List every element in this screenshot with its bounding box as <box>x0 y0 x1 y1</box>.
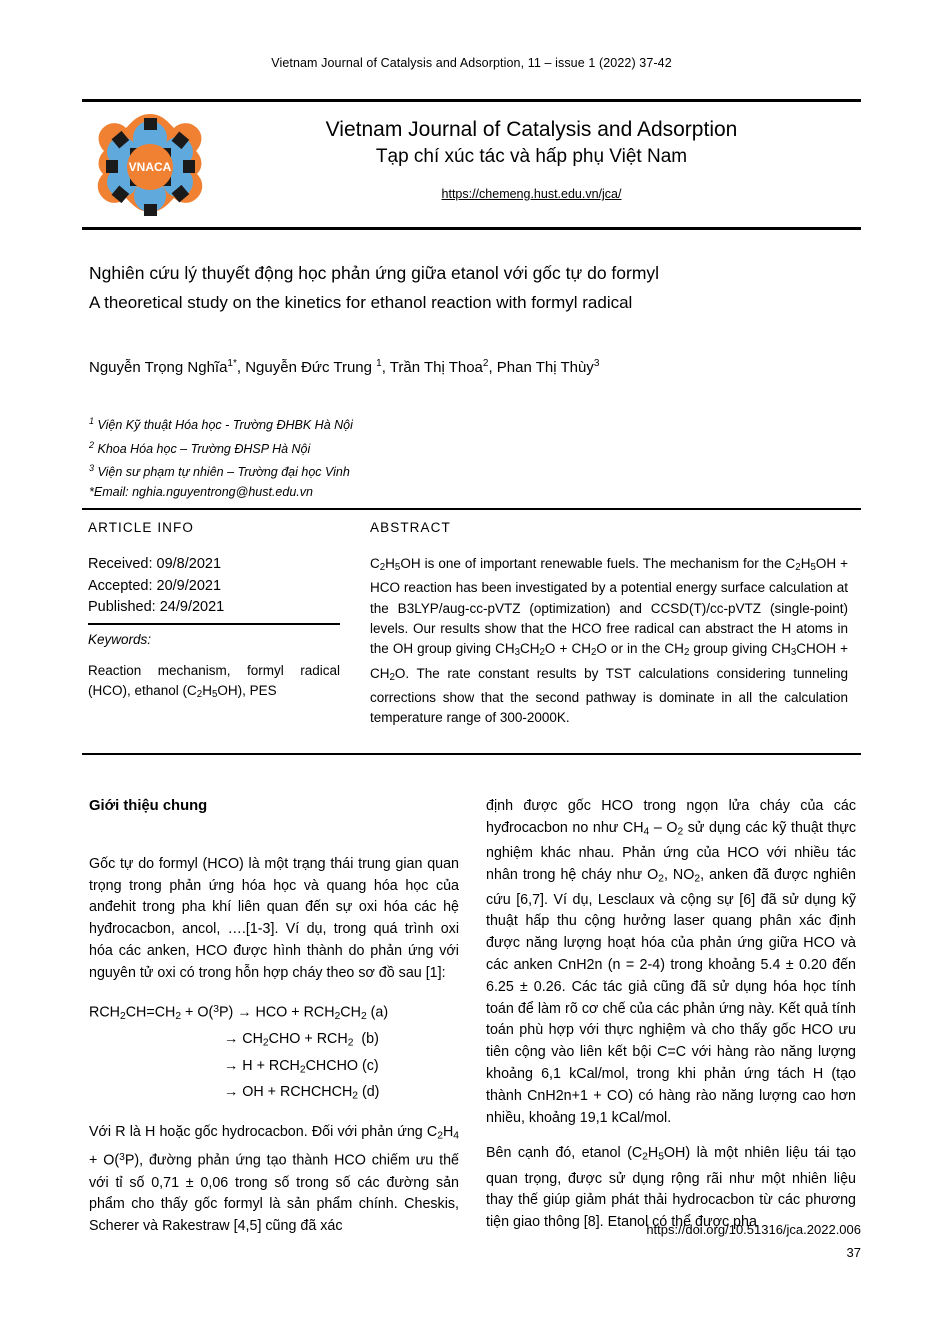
article-dates <box>88 554 350 619</box>
keywords-text: Reaction mechanism, formyl radical (HCO), ethanol $(C_2H_5OH)$, PES <box>88 662 340 700</box>
article-title-en: A theoretical study on the kinetics for ethanol reaction with formyl radical <box>89 293 633 312</box>
reaction-equation-c: → $H + RCH_2CHCHO$ (c) <box>224 1057 379 1075</box>
section-heading-intro: Giới thiệu chung <box>89 798 208 814</box>
abstract-text: $C_2H_5OH$ is one of important renewable fuels. The mechanism for the $C_2H_5OH$ + HCO reaction has been investigated by a potential energy surface calculation at the B3LYP/aug-cc-pVTZ (optimization) and CCSD(T)/cc-pVTZ (single-point) levels. Our results show that the HCO free radical can abstract the H atoms in the OH group giving $CH_3CH_2O + CH_2O$ or in the $CH_2$ group giving $CH_3CHOH + CH_2O$. The rate constant results by TST calculations considering tunneling corrections show that the second pathway is dominate in all the calculation temperature range of 300-2000K. <box>370 556 848 726</box>
accepted-date: Accepted: 20/9/2021 <box>88 577 222 594</box>
article-info-label: ARTICLE INFO <box>88 520 194 535</box>
doi-link[interactable]: https://doi.org/10.51316/jca.2022.006 <box>646 1222 861 1237</box>
body-paragraph: Gốc tự do formyl (HCO) là một trạng thái trung gian quan trọng trong phản ứng hóa học và quang hóa học của anđehit trong pha khí liên quan đến sự oxi hóa các hệ hyđrocacbon, ancol, ….[1-3]. Ví dụ, trong quá trình oxi hóa các anken, HCO được hình thành do phản ứng với nguyên tử oxi có trong hỗn hợp cháy theo sơ đồ sau [1]: <box>89 855 459 981</box>
reaction-equation-b: → $CH_2CHO + RCH_2$ (b) <box>224 1030 379 1049</box>
vnaca-logo-text: VNACA <box>128 160 172 174</box>
body-column-left <box>89 796 459 1252</box>
article-title-block <box>89 258 859 318</box>
corresponding-email[interactable]: *Email: nghia.nguyentrong@hust.edu.vn <box>89 484 313 499</box>
article-info-column <box>88 520 350 705</box>
masthead-text <box>212 116 851 201</box>
affiliation-2: $^2$ Khoa Hóa học – Trường ĐHSP Hà Nội <box>89 439 311 456</box>
vnaca-logo <box>94 112 206 220</box>
journal-masthead <box>82 99 861 230</box>
journal-url-link[interactable]: https://chemeng.hust.edu.vn/jca/ <box>441 187 622 201</box>
affiliation-list <box>89 412 589 502</box>
author-list: Nguyễn Trọng Nghĩa$^{1*}$, Nguyễn Đức Trung $^1$, Trần Thị Thoa$^2$, Phan Thị Thùy$^3$ <box>89 358 600 376</box>
reaction-equation-d: → OH + $RCHCHCH_2$ (d) <box>224 1084 380 1102</box>
article-title-vi: Nghiên cứu lý thuyết động học phản ứng giữa etanol với gốc tự do formyl <box>89 263 660 283</box>
affiliation-3: $^3$ Viện sư phạm tự nhiên – Trường đại học Vinh <box>89 463 350 480</box>
journal-title-vi: Tạp chí xúc tác và hấp phụ Việt Nam <box>375 146 688 167</box>
published-date: Published: 24/9/2021 <box>88 599 225 615</box>
reaction-scheme <box>89 999 459 1109</box>
body-paragraph: Bên cạnh đó, etanol $(C_2H_5OH)$ là một nhiên liệu tái tạo quan trọng, được sử dụng rộng rãi như một nhiên liệu thay thế giúp giảm phát thải hydrocacbon từ các phương tiện giao thông [8]. Etanol có thể được pha <box>486 1145 856 1231</box>
affiliation-1: $^1$ Viện Kỹ thuật Hóa học - Trường ĐHBK Hà Nội <box>89 416 353 433</box>
abstract-label: ABSTRACT <box>370 520 451 535</box>
page-number: 37 <box>846 1245 861 1260</box>
keywords-label: Keywords: <box>88 631 152 647</box>
received-date: Received: 09/8/2021 <box>88 556 222 572</box>
journal-title-en: Vietnam Journal of Catalysis and Adsorption <box>325 118 738 141</box>
keywords-divider <box>88 623 340 625</box>
running-head: Vietnam Journal of Catalysis and Adsorption, 11 – issue 1 (2022) 37-42 <box>271 56 672 70</box>
body-paragraph: định được gốc HCO trong ngọn lửa cháy của các hyđrocacbon no như $CH_4 - O_2$ sử dụng các kỹ thuật thực nghiệm khác nhau. Phản ứng của HCO với nhiều tác nhân trong hệ cháy như $O_2$, $NO_2$, anken đã được nghiên cứu [6,7]. Ví dụ, Lesclaux và cộng sự [6] đã sử dụng kỹ thuật hấp thu cộng hưởng laser quang phân xác định được năng lượng hoạt hóa của phản ứng giữa HCO và các anken CnH2n (n = 2-4) trong khoảng 5.4 ± 0.20 đến 6.25 ± 0.26. Các tác giả cũng đã sử dụng hóa học tính toán để làm rõ cơ chế của các phản ứng này. Kết quả tính toán phù hợp với thực nghiệm và cho thấy gốc HCO ưu tiên cộng vào liên kết bội C=C với hàng rào năng lượng khoảng 6,1 kCal/mol, trong khi phản ứng tách H (tạo thành CnH2n+1 + CO) có hàng rào năng lượng cao hơn nhiều, khoảng 19,1 kCal/mol. <box>486 798 857 1126</box>
body-column-right <box>486 796 856 1248</box>
reaction-equation-a: $RCH_2CH=CH_2 + O(^3P)$ → HCO + $RCH_2CH_2$ (a) <box>89 1003 389 1022</box>
body-paragraph: Với R là H hoặc gốc hydrocacbon. Đối với phản ứng $C_2H_4 + O(^3P)$, đường phản ứng tạo thành HCO chiếm ưu thế với tỉ số 0,71 ± 0,06 trong số trong số các đường sản phẩm cho thấy gốc formyl là sản phẩm chính. Cheskis, Scherer và Rakestraw [4,5] cũng đã xác <box>89 1124 459 1235</box>
abstract-column <box>370 520 848 729</box>
article-info-abstract-band <box>82 508 861 755</box>
